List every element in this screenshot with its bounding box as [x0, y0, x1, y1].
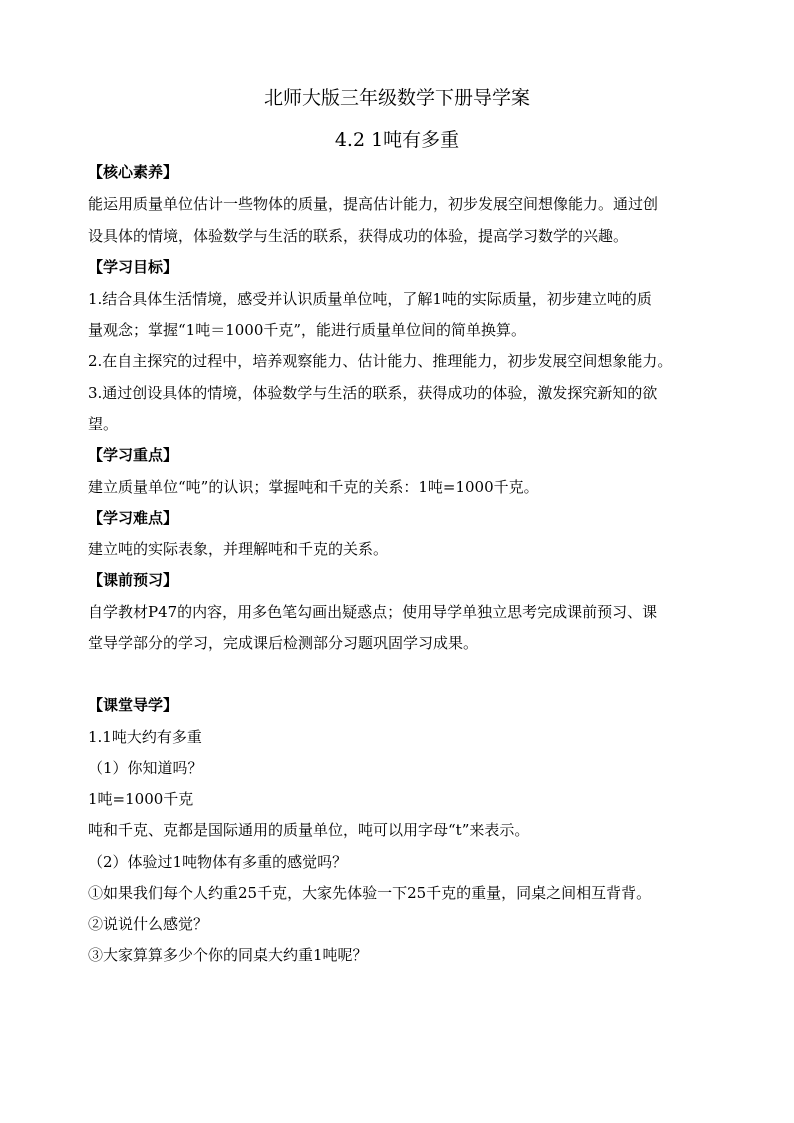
class-guide-line: ②说说什么感觉？ [88, 915, 209, 933]
class-guide-line: ③大家算算多少个你的同桌大约重1吨呢？ [88, 946, 368, 964]
core-literacy-line: 能运用质量单位估计一些物体的质量，提高估计能力，初步发展空间想像能力。通过创 [88, 195, 659, 213]
class-guide-line: 吨和千克、克都是国际通用的质量单位，吨可以用字母“t”来表示。 [88, 821, 530, 839]
difficulties-line: 建立吨的实际表象，并理解吨和千克的关系。 [88, 540, 389, 558]
preview-heading: 【课前预习】 [88, 571, 179, 589]
learning-goals-line: 3.通过创设具体的情境，体验数学与生活的联系，获得成功的体验，激发探究新知的欲 [88, 384, 658, 402]
learning-goals-heading: 【学习目标】 [88, 258, 179, 276]
preview-line: 堂导学部分的学习，完成课后检测部分习题巩固学习成果。 [88, 634, 479, 652]
preview-line: 自学教材P47的内容，用多色笔勾画出疑惑点；使用导学单独立思考完成课前预习、课 [88, 603, 658, 621]
class-guide-heading: 【课堂导学】 [88, 696, 179, 714]
class-guide-line: （2）体验过1吨物体有多重的感觉吗？ [88, 853, 348, 871]
class-guide-line: ①如果我们每个人约重25千克，大家先体验一下25千克的重量，同桌之间相互背背。 [88, 884, 652, 902]
learning-goals-line: 望。 [88, 415, 119, 433]
core-literacy-line: 设具体的情境，体验数学与生活的联系，获得成功的体验，提高学习数学的兴趣。 [88, 227, 629, 245]
key-points-heading: 【学习重点】 [88, 446, 179, 464]
key-points-line: 建立质量单位“吨”的认识；掌握吨和千克的关系：1吨=1000千克。 [88, 478, 539, 496]
class-guide-line: （1）你知道吗？ [88, 759, 203, 777]
learning-goals-line: 2.在自主探究的过程中，培养观察能力、估计能力、推理能力，初步发展空间想象能力。 [88, 352, 673, 370]
document-subtitle: 4.2 1吨有多重 [334, 129, 460, 151]
learning-goals-line: 量观念；掌握“1吨＝1000千克”，能进行质量单位间的简单换算。 [88, 321, 527, 339]
core-literacy-heading: 【核心素养】 [88, 163, 179, 181]
learning-goals-line: 1.结合具体生活情境，感受并认识质量单位吨，了解1吨的实际质量，初步建立吨的质 [88, 290, 652, 308]
class-guide-line: 1.1吨大约有多重 [88, 728, 202, 746]
difficulties-heading: 【学习难点】 [88, 509, 179, 527]
class-guide-line: 1吨=1000千克 [88, 790, 194, 808]
document-title: 北师大版三年级数学下册导学案 [263, 87, 530, 109]
